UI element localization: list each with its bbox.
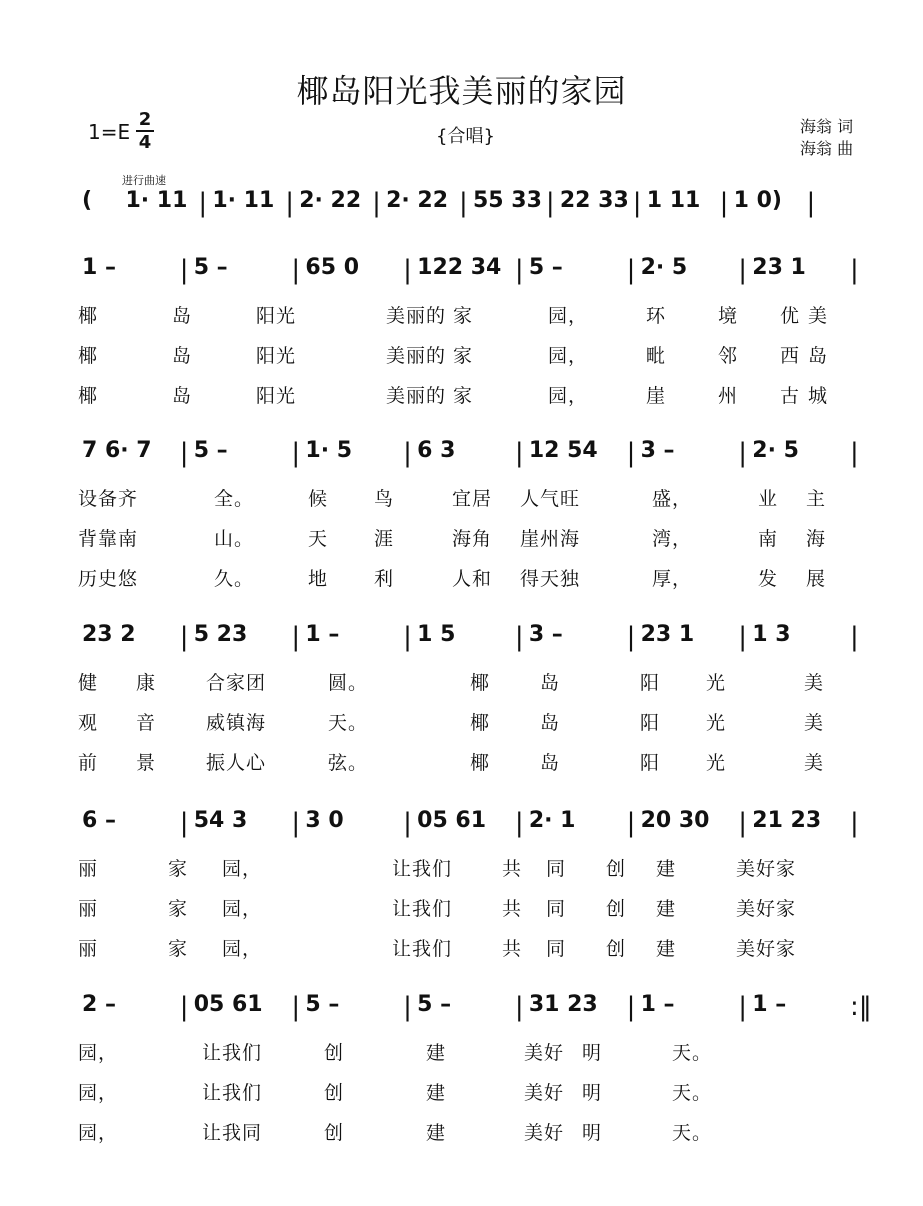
lyric-syllable: 美丽的 家 bbox=[386, 385, 474, 407]
lyric-syllable: 发 bbox=[758, 568, 779, 590]
lyric-syllable: 美好家 bbox=[736, 938, 797, 960]
lyric-syllable: 业 bbox=[758, 488, 779, 510]
barline: | bbox=[738, 255, 748, 285]
lyric-syllable: 同 bbox=[546, 898, 567, 920]
lyric-syllable: 美好家 bbox=[736, 858, 797, 880]
note-group: 1 3 bbox=[752, 622, 791, 647]
lyric-syllable: 建 bbox=[426, 1042, 447, 1064]
lyric-syllable: 园， bbox=[78, 1082, 119, 1104]
lyric-syllable: 岛 bbox=[540, 752, 561, 774]
lyric-syllable: 园， bbox=[548, 305, 589, 327]
barline: | bbox=[850, 622, 859, 652]
lyric-syllable: 全。 bbox=[214, 488, 255, 510]
lyric-syllable: 创 bbox=[324, 1082, 345, 1104]
barline: | bbox=[403, 438, 412, 468]
lyric-syllable: 宜居 bbox=[452, 488, 493, 510]
lyric-syllable: 家 bbox=[168, 938, 189, 960]
lyric-syllable: 椰 bbox=[470, 752, 491, 774]
lyric-syllable: 鸟 bbox=[374, 488, 395, 510]
note-group: 1 – bbox=[752, 992, 787, 1017]
lyric-syllable: 地 bbox=[308, 568, 329, 590]
lyric-syllable: 久。 bbox=[214, 568, 255, 590]
lyric-syllable: 创 bbox=[324, 1042, 345, 1064]
note-group: 5 – bbox=[305, 992, 340, 1017]
lyric-syllable: 设备齐 bbox=[78, 488, 139, 510]
lyric-syllable: 前 bbox=[78, 752, 99, 774]
lyric-syllable: 椰 bbox=[78, 385, 99, 407]
lyric-syllable: 阳光 bbox=[256, 305, 297, 327]
lyric-syllable: 西 bbox=[780, 345, 801, 367]
lyric-syllable: 岛 bbox=[172, 345, 193, 367]
lyric-syllable: 山。 bbox=[214, 528, 255, 550]
lyric-syllable: 城 bbox=[808, 385, 829, 407]
note-group: 1· 11 bbox=[212, 188, 275, 213]
lyric-syllable: 天。 bbox=[328, 712, 369, 734]
lyric-syllable: 境 bbox=[718, 305, 739, 327]
lyric-syllable: 创 bbox=[606, 858, 627, 880]
lyric-syllable: 利 bbox=[374, 568, 395, 590]
note-group: 5 – bbox=[193, 438, 228, 463]
lyric-syllable: 创 bbox=[606, 898, 627, 920]
note-group: 23 1 bbox=[752, 255, 806, 280]
note-group: 2· 5 bbox=[640, 255, 688, 280]
lyric-syllable: 共 bbox=[502, 858, 523, 880]
lyric-syllable: 椰 bbox=[78, 305, 99, 327]
barline: :‖ bbox=[850, 992, 872, 1022]
lyric-syllable: 美 bbox=[808, 305, 829, 327]
barline: | bbox=[738, 438, 748, 468]
barline: | bbox=[514, 255, 524, 285]
barline: | bbox=[626, 808, 636, 838]
note-group: 1 – bbox=[640, 992, 675, 1017]
lyric-syllable: 丽 bbox=[78, 858, 99, 880]
lyric-syllable: 家 bbox=[168, 898, 189, 920]
lyric-syllable: 人和 bbox=[452, 568, 493, 590]
lyric-syllable: 崖州海 bbox=[520, 528, 581, 550]
lyric-syllable: 椰 bbox=[78, 345, 99, 367]
barline: | bbox=[291, 808, 301, 838]
lyric-syllable: 美丽的 家 bbox=[386, 345, 474, 367]
barline: | bbox=[403, 622, 412, 652]
lyric-syllable: 邻 bbox=[718, 345, 739, 367]
lyric-syllable: 岛 bbox=[540, 712, 561, 734]
note-group: ( bbox=[82, 188, 93, 213]
lyric-syllable: 建 bbox=[656, 938, 677, 960]
lyric-syllable: 涯 bbox=[374, 528, 395, 550]
barline: | bbox=[291, 622, 301, 652]
lyric-syllable: 振人心 bbox=[206, 752, 267, 774]
note-group: 3 – bbox=[528, 622, 563, 647]
note-group: 3 0 bbox=[305, 808, 344, 833]
lyric-syllable: 海 bbox=[806, 528, 827, 550]
note-group: 65 0 bbox=[305, 255, 360, 280]
lyric-syllable: 同 bbox=[546, 858, 567, 880]
barline: | bbox=[850, 438, 859, 468]
lyric-syllable: 阳光 bbox=[256, 385, 297, 407]
lyric-syllable: 南 bbox=[758, 528, 779, 550]
lyric-syllable: 美 bbox=[804, 712, 825, 734]
lyric-syllable: 阳 bbox=[640, 752, 661, 774]
time-top: 2 bbox=[138, 109, 152, 130]
lyric-syllable: 景 bbox=[136, 752, 157, 774]
barline: | bbox=[403, 992, 412, 1022]
lyric-syllable: 环 bbox=[646, 305, 667, 327]
lyric-syllable: 同 bbox=[546, 938, 567, 960]
lyric-syllable: 明 bbox=[582, 1042, 603, 1064]
lyric-syllable: 让我同 bbox=[202, 1122, 263, 1144]
lyric-syllable: 丽 bbox=[78, 898, 99, 920]
lyric-syllable: 弦。 bbox=[328, 752, 369, 774]
lyric-syllable: 建 bbox=[656, 858, 677, 880]
lyric-syllable: 让我们 bbox=[202, 1042, 263, 1064]
lyric-syllable: 创 bbox=[324, 1122, 345, 1144]
lyric-syllable: 园， bbox=[548, 385, 589, 407]
barline: | bbox=[514, 438, 524, 468]
lyric-syllable: 创 bbox=[606, 938, 627, 960]
lyric-syllable: 岛 bbox=[808, 345, 829, 367]
lyric-syllable: 阳 bbox=[640, 672, 661, 694]
note-group: 20 30 bbox=[640, 808, 710, 833]
lyric-syllable: 主 bbox=[806, 488, 827, 510]
note-group: 54 3 bbox=[193, 808, 248, 833]
lyric-syllable: 厚， bbox=[652, 568, 693, 590]
barline: | bbox=[514, 808, 524, 838]
key-signature: 1=E bbox=[88, 120, 131, 144]
lyric-syllable: 让我们 bbox=[392, 938, 453, 960]
lyric-syllable: 候 bbox=[308, 488, 329, 510]
lyric-syllable: 园， bbox=[78, 1042, 119, 1064]
lyric-syllable: 美好家 bbox=[736, 898, 797, 920]
lyric-syllable: 建 bbox=[656, 898, 677, 920]
lyric-syllable: 光 bbox=[706, 712, 727, 734]
barline: | bbox=[291, 255, 301, 285]
note-group: 23 2 bbox=[82, 622, 136, 647]
barline: | bbox=[806, 188, 816, 218]
time-signature bbox=[136, 110, 154, 152]
lyric-syllable: 人气旺 bbox=[520, 488, 581, 510]
lyric-syllable: 天 bbox=[308, 528, 329, 550]
lyric-syllable: 让我们 bbox=[392, 858, 453, 880]
lyric-syllable: 光 bbox=[706, 752, 727, 774]
note-group: 22 33 bbox=[559, 188, 629, 213]
note-group: 6 3 bbox=[417, 438, 456, 463]
barline: | bbox=[291, 992, 301, 1022]
lyric-syllable: 共 bbox=[502, 938, 523, 960]
lyric-syllable: 岛 bbox=[540, 672, 561, 694]
barline: | bbox=[198, 188, 208, 218]
note-group: 1 – bbox=[82, 255, 116, 280]
lyric-syllable: 美好 bbox=[524, 1042, 565, 1064]
note-group: 05 61 bbox=[417, 808, 487, 833]
note-group: 1 11 bbox=[646, 188, 701, 213]
lyric-syllable: 得天独 bbox=[520, 568, 581, 590]
lyric-syllable: 美好 bbox=[524, 1122, 565, 1144]
lyric-syllable: 康 bbox=[136, 672, 157, 694]
lyric-syllable: 家 bbox=[168, 858, 189, 880]
note-group: 05 61 bbox=[193, 992, 263, 1017]
lyric-syllable: 建 bbox=[426, 1082, 447, 1104]
note-group: 7 6· 7 bbox=[82, 438, 152, 463]
lyric-syllable: 优 bbox=[780, 305, 801, 327]
lyric-syllable: 建 bbox=[426, 1122, 447, 1144]
time-bottom: 4 bbox=[138, 132, 152, 153]
note-group: 5 – bbox=[193, 255, 228, 280]
lyric-syllable: 明 bbox=[582, 1122, 603, 1144]
lyric-syllable: 阳 bbox=[640, 712, 661, 734]
barline: | bbox=[719, 188, 729, 218]
note-group: 31 23 bbox=[528, 992, 598, 1017]
lyric-syllable: 历史悠 bbox=[78, 568, 139, 590]
note-group: 3 – bbox=[640, 438, 675, 463]
lyric-syllable: 美好 bbox=[524, 1082, 565, 1104]
barline: | bbox=[372, 188, 381, 218]
lyric-syllable: 健 bbox=[78, 672, 99, 694]
lyric-syllable: 州 bbox=[718, 385, 739, 407]
lyric-syllable: 椰 bbox=[470, 672, 491, 694]
lyric-syllable: 明 bbox=[582, 1082, 603, 1104]
note-group: 5 – bbox=[417, 992, 452, 1017]
barline: | bbox=[291, 438, 301, 468]
lyric-syllable: 丽 bbox=[78, 938, 99, 960]
page-title: 椰岛阳光我美丽的家园 bbox=[296, 72, 627, 110]
barline: | bbox=[626, 992, 636, 1022]
note-group: 55 33 bbox=[473, 188, 542, 213]
barline: | bbox=[285, 188, 294, 218]
note-group: 12 54 bbox=[528, 438, 598, 463]
lyric-syllable: 崖 bbox=[646, 385, 667, 407]
barline: | bbox=[626, 622, 636, 652]
lyric-syllable: 园， bbox=[222, 938, 263, 960]
barline: | bbox=[626, 438, 636, 468]
barline: | bbox=[179, 255, 189, 285]
lyric-syllable: 阳光 bbox=[256, 345, 297, 367]
lyric-syllable: 湾， bbox=[652, 528, 693, 550]
composer: 海翁 曲 bbox=[800, 139, 854, 158]
lyric-syllable: 毗 bbox=[646, 345, 667, 367]
note-group: 122 34 bbox=[417, 255, 502, 280]
lyric-syllable: 圆。 bbox=[328, 672, 369, 694]
lyric-syllable: 园， bbox=[548, 345, 589, 367]
lyric-syllable: 天。 bbox=[672, 1082, 713, 1104]
barline: | bbox=[626, 255, 636, 285]
note-group: 2· 22 bbox=[386, 188, 449, 213]
lyric-syllable: 美丽的 家 bbox=[386, 305, 474, 327]
tempo-marking: 进行曲速 bbox=[122, 174, 166, 187]
note-group: 21 23 bbox=[752, 808, 822, 833]
note-group: 6 – bbox=[82, 808, 116, 833]
lyric-syllable: 古 bbox=[780, 385, 801, 407]
lyric-syllable: 合家团 bbox=[206, 672, 267, 694]
barline: | bbox=[403, 808, 412, 838]
lyric-syllable: 园， bbox=[222, 858, 263, 880]
note-group: 2· 22 bbox=[299, 188, 362, 213]
barline: | bbox=[850, 255, 859, 285]
barline: | bbox=[738, 992, 748, 1022]
note-group: 2 – bbox=[82, 992, 116, 1017]
barline: | bbox=[179, 992, 189, 1022]
barline: | bbox=[403, 255, 412, 285]
note-group: 2· 5 bbox=[752, 438, 799, 463]
note-group: 1 – bbox=[305, 622, 340, 647]
lyric-syllable: 音 bbox=[136, 712, 157, 734]
lyric-syllable: 岛 bbox=[172, 385, 193, 407]
barline: | bbox=[738, 808, 748, 838]
lyric-syllable: 美 bbox=[804, 672, 825, 694]
lyric-syllable: 让我们 bbox=[202, 1082, 263, 1104]
barline: | bbox=[514, 622, 524, 652]
note-group: 1· 11 bbox=[125, 188, 188, 213]
lyric-syllable: 岛 bbox=[172, 305, 193, 327]
lyric-syllable: 展 bbox=[806, 568, 827, 590]
lyric-syllable: 让我们 bbox=[392, 898, 453, 920]
lyric-syllable: 盛， bbox=[652, 488, 693, 510]
barline: | bbox=[179, 808, 189, 838]
lyric-syllable: 威镇海 bbox=[206, 712, 267, 734]
barline: | bbox=[459, 188, 468, 218]
lyric-syllable: 园， bbox=[78, 1122, 119, 1144]
lyric-syllable: 共 bbox=[502, 898, 523, 920]
lyric-syllable: 光 bbox=[706, 672, 727, 694]
note-group: 5 23 bbox=[193, 622, 248, 647]
lyricist: 海翁 词 bbox=[800, 117, 854, 136]
lyric-syllable: 园， bbox=[222, 898, 263, 920]
lyric-syllable: 美 bbox=[804, 752, 825, 774]
lyric-syllable: 观 bbox=[78, 712, 99, 734]
note-group: 5 – bbox=[528, 255, 563, 280]
subtitle: {合唱} bbox=[436, 126, 495, 147]
lyric-syllable: 背靠南 bbox=[78, 528, 139, 550]
lyric-syllable: 天。 bbox=[672, 1122, 713, 1144]
note-group: 1 5 bbox=[417, 622, 456, 647]
note-group: 23 1 bbox=[640, 622, 695, 647]
barline: | bbox=[632, 188, 642, 218]
lyric-syllable: 椰 bbox=[470, 712, 491, 734]
barline: | bbox=[514, 992, 524, 1022]
barline: | bbox=[738, 622, 748, 652]
barline: | bbox=[545, 188, 555, 218]
note-group: 2· 1 bbox=[528, 808, 576, 833]
note-group: 1 0) bbox=[733, 188, 782, 213]
barline: | bbox=[179, 622, 189, 652]
lyric-syllable: 天。 bbox=[672, 1042, 713, 1064]
note-group: 1· 5 bbox=[305, 438, 353, 463]
barline: | bbox=[179, 438, 189, 468]
barline: | bbox=[850, 808, 859, 838]
lyric-syllable: 海角 bbox=[452, 528, 493, 550]
